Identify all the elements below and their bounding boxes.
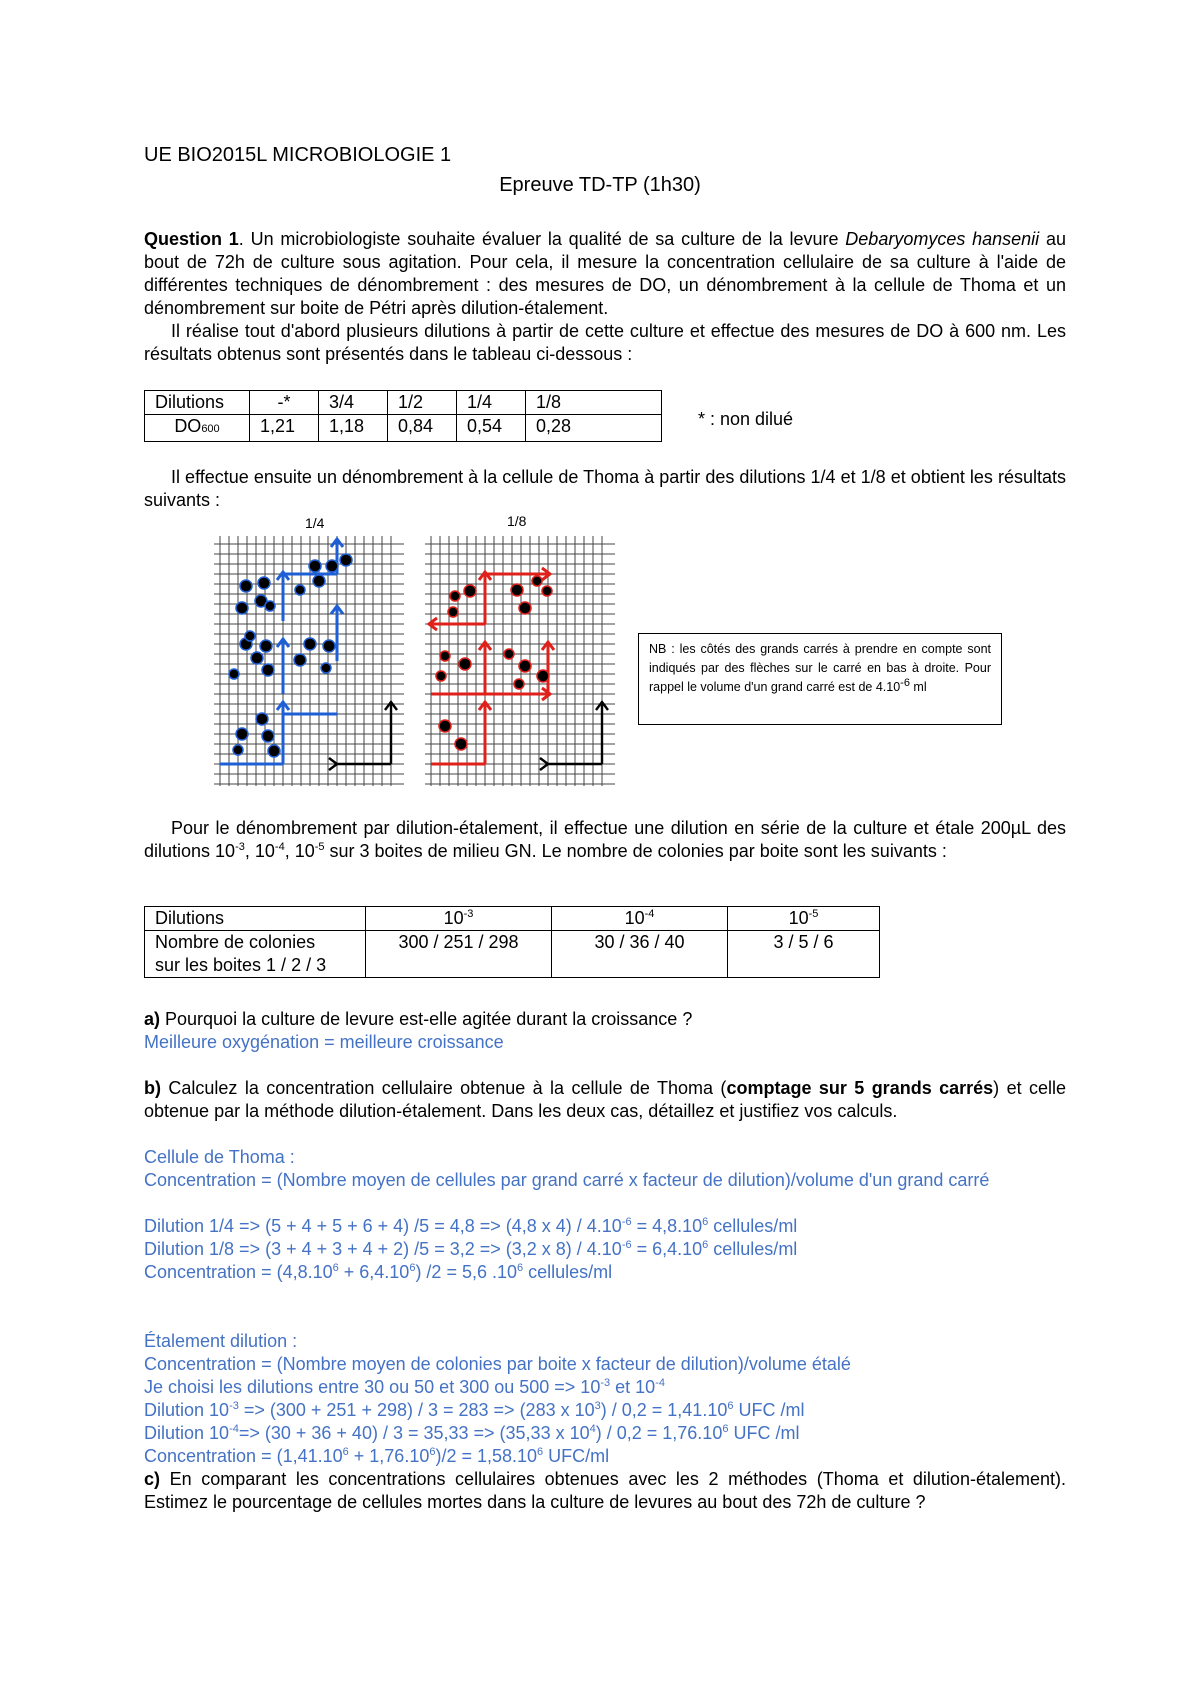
do-row-label: DO600 — [145, 415, 250, 442]
dilution-1-4-calc: Dilution 1/4 => (5 + 4 + 5 + 6 + 4) /5 = 4,8 => (4,8 x $4) / 4.10^{-6} = 4,8.10^6$ cellules/ml — [144, 1216, 798, 1236]
do-dilution: -* — [250, 391, 319, 415]
exam-title: Epreuve TD-TP (1h30) — [499, 174, 701, 196]
colony-table — [144, 906, 880, 978]
non-dilue-note: * : non dilué — [698, 409, 794, 429]
do-value: 1,18 — [319, 415, 388, 442]
colony-counts: 3 / 5 / 6 — [728, 931, 880, 978]
do-value: 0,84 — [388, 415, 457, 442]
do-table-header: Dilutions — [145, 391, 250, 415]
course-title: UE BIO2015L MICROBIOLOGIE 1 — [144, 144, 452, 166]
colony-dilution: $10^{-4}$ — [552, 907, 728, 931]
colony-counts: 30 / 36 / 40 — [552, 931, 728, 978]
question1-para2: Il réalise tout d'abord plusieurs dilutions à partir de cette culture et effectue des mesures de DO à 600 nm. Les résultats obtenus sont présentés dans le tableau ci-dessous : — [144, 321, 1066, 364]
figure-label-1-4: 1/4 — [305, 515, 325, 531]
dilution-1-8-calc: Dilution 1/8 => (3 + 4 + 3 + 4 + 2) /5 = 3,2 => (3,2 x $8) / 4.10^{-6} = 6,4.10^6$ cellules/ml — [144, 1239, 798, 1259]
question-a: a) Pourquoi la culture de levure est-elle agitée durant la croissance ? — [144, 1009, 693, 1029]
do-dilution: 3/4 — [319, 391, 388, 415]
colony-row-label: Nombre de colonies sur les boites 1 / 2 / 3 — [145, 931, 366, 978]
answers-thoma — [144, 1146, 1066, 1284]
question-b: b) Calculez la concentration cellulaire obtenue à la cellule de Thoma (comptage sur 5 grands carrés) et celle obtenue par la méthode dilution-étalement. Dans les deux cas, détaillez et justifiez vos calculs. — [144, 1078, 1067, 1121]
answers-etalement — [144, 1330, 1066, 1468]
colony-counts: 300 / 251 / 298 — [366, 931, 552, 978]
species-name: Debaryomyces hansenii — [845, 229, 1040, 249]
etalement-concentration: Concentration = $(1,41.10^6 + 1,76.10^6)/2 = 1,58.10^6$ UFC/ml — [144, 1446, 610, 1466]
question1-label: Question 1 — [144, 229, 239, 249]
colony-dilution: $10^{-3}$ — [366, 907, 552, 931]
thoma-grid-1-4 — [214, 536, 404, 786]
etalement-formula: Concentration = (Nombre moyen de colonies par boite x facteur de dilution)/volume étalé — [144, 1354, 851, 1374]
thoma-title: Cellule de Thoma : — [144, 1147, 295, 1167]
do-dilution: 1/2 — [388, 391, 457, 415]
dilution-choice: Je choisi les dilutions entre 30 ou 50 et 300 ou $500 => 10^{-3}$ et $10^{-4}$ — [144, 1377, 665, 1397]
do-value: 0,54 — [457, 415, 526, 442]
do-value: 1,21 — [250, 415, 319, 442]
question-c: c) En comparant les concentrations cellulaires obtenues avec les 2 méthodes (Thoma et dilution-étalement). Estimez le pourcentage de cellules mortes dans la culture de levures au bout des 72h de culture ? — [144, 1469, 1066, 1512]
figure-label-1-8: 1/8 — [507, 513, 527, 529]
do-dilution: 1/8 — [526, 391, 662, 415]
etalement-title: Étalement dilution : — [144, 1331, 298, 1351]
dilution-10-3-calc: Dilution $10^{-3} => (300 + 251 + 298) / 3 = 283 => (283$ x $10^3) / 0,2 = 1,41.10^6$ UFC /ml — [144, 1400, 805, 1420]
colony-table-header: Dilutions — [145, 907, 366, 931]
thoma-grid-1-8 — [425, 536, 615, 786]
do-dilution: 1/4 — [457, 391, 526, 415]
question1-para3: Il effectue ensuite un dénombrement à la cellule de Thoma à partir des dilutions 1/4 et 1/8 et obtient les résultats suivants : — [144, 467, 1066, 510]
do-value: 0,28 — [526, 415, 662, 442]
do-table — [144, 390, 662, 442]
answer-a: Meilleure oxygénation = meilleure croissance — [144, 1032, 504, 1052]
colony-dilution: $10^{-5}$ — [728, 907, 880, 931]
thoma-concentration: Concentration = $(4,8.10^6 + 6,4.10^6) /2 = 5,6$ $.10^6$ cellules/ml — [144, 1262, 613, 1282]
thoma-formula: Concentration = (Nombre moyen de cellules par grand carré x facteur de dilution)/volume d'un grand carré — [144, 1170, 990, 1190]
nb-note-box: NB : les côtés des grands carrés à prendre en compte sont indiqués par des flèches sur le carré en bas à droite. Pour rappel le volume d'un grand carré est de $4.10^{-6}$ ml — [638, 633, 1002, 725]
dilution-10-4-calc: Dilution $10^{-4}=> (30 + 36 + 40) / 3 = 35,33 => (35,33$ x $10^4) / 0,2 = 1,76.10^6$ UFC /ml — [144, 1423, 800, 1443]
question1-intro: Question 1. Un microbiologiste souhaite évaluer la qualité de sa culture de la levure Debaryomyces hansenii au bout de 72h de culture sous agitation. Pour cela, il mesure la concentration cellulaire de sa culture à l'aide de différentes techniques de dénombrement : des mesures de DO, un dénombrement à la cellule de Thoma et un dénombrement sur boite de Pétri après dilution-étalement. — [144, 229, 1066, 318]
question1-para4: Pour le dénombrement par dilution-étalement, il effectue une dilution en série de la culture et étale 200µL des dilutions $10^{-3}$, $10^{-4}$, $10^{-5}$ sur 3 boites de milieu GN. Le nombre de colonies par boite sont les suivants : — [144, 818, 1066, 861]
